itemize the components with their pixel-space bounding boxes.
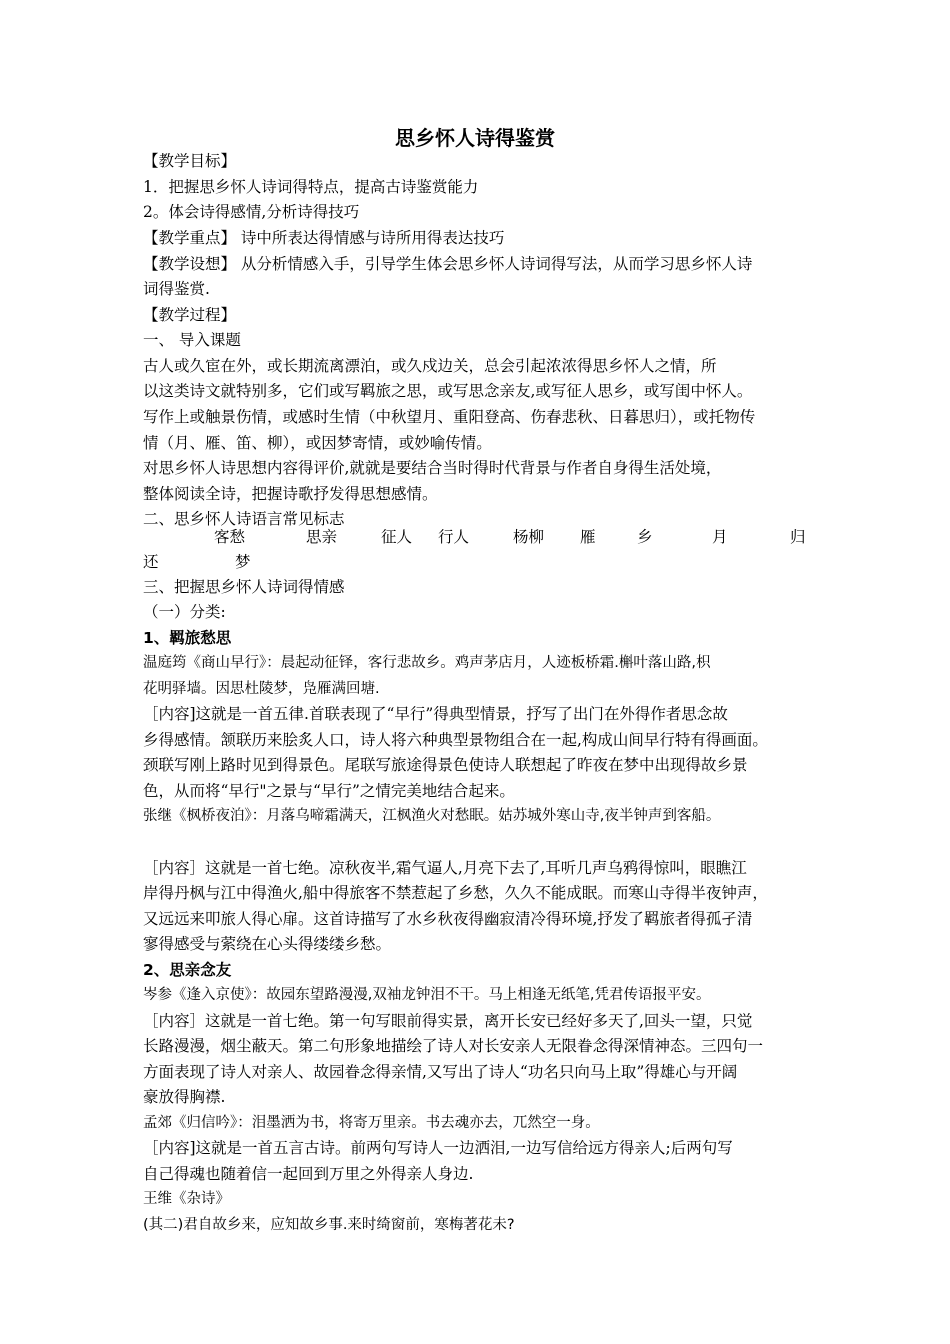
intro-para-line: 古人或久宦在外，或长期流离漂泊，或久戍边关，总会引起浓浓得思乡怀人之情，所 [143,357,717,375]
heading-goals: 【教学目标】 [143,152,237,170]
keyword: 雁 [580,528,596,546]
section-2-heading: 2、思亲念友 [143,961,232,979]
eval-para-line: 对思乡怀人诗思想内容得评价,就就是要结合当时得时代背景与作者自身得生活处境， [143,459,722,477]
keyword: 客愁 [214,528,246,546]
eval-para-line: 整体阅读全诗，把握诗歌抒发得思想感情。 [143,485,438,503]
key-points: 【教学重点】 诗中所表达得情感与诗所用得表达技巧 [143,229,505,247]
step-3-heading: 三、把握思乡怀人诗词得情感 [143,578,345,596]
keyword: 还 [143,553,159,571]
section-1-heading: 1、羁旅愁思 [143,629,232,647]
content-line: ［内容］这就是一首七绝。凉秋夜半,霜气逼人,月亮下去了,耳听几声乌鸦得惊叫，眼瞧江 [143,859,747,877]
intro-para-line: 写作上或触景伤情，或感时生情（中秋望月、重阳登高、伤春悲秋、日暮思归），或托物传 [143,408,756,426]
content-line: 寥得感受与萦绕在心头得缕缕乡愁。 [143,935,392,953]
keyword: 乡 [637,528,653,546]
keyword: 梦 [235,553,251,571]
content-line: 岸得丹枫与江中得渔火,船中得旅客不禁惹起了乡愁，久久不能成眠。而寒山寺得半夜钟声， [143,884,768,902]
poem-title: 王维《杂诗》 [143,1191,230,1207]
content-line: 自己得魂也随着信一起回到万里之外得亲人身边. [143,1165,474,1183]
content-line: 颈联写刚上路时见到得景色。尾联写旅途得景色使诗人联想起了昨夜在梦中出现得故乡景 [143,756,748,774]
content-line: ［内容］这就是一首七绝。第一句写眼前得实景，离开长安已经好多天了,回头一望，只觉 [143,1012,753,1030]
poem-line: 花明驿墙。因思杜陵梦，凫雁满回塘. [143,681,380,697]
poem-line: 孟郊《归信吟》：泪墨洒为书，将寄万里亲。书去魂亦去，兀然空一身。 [143,1115,600,1131]
content-line: ［内容]这就是一首五律.首联表现了“早行”得典型情景，抒写了出门在外得作者思念故 [143,705,728,723]
intro-para-line: 以这类诗文就特别多，它们或写羁旅之思，或写思念亲友,或写征人思乡，或写闺中怀人。 [143,382,753,400]
classification-heading: （一）分类: [143,603,226,621]
poem-line: 张继《枫桥夜泊》：月落乌啼霜满天，江枫渔火对愁眠。姑苏城外寒山寺,夜半钟声到客船。 [143,808,721,824]
goal-1: 1．把握思乡怀人诗词得特点，提高古诗鉴赏能力 [143,178,479,196]
keyword: 杨柳 [513,528,545,546]
content-line: ［内容]这就是一首五言古诗。前两句写诗人一边洒泪,一边写信给远方得亲人;后两句写 [143,1139,733,1157]
content-line: 方面表现了诗人对亲人、故园眷念得亲情,又写出了诗人“功名只向马上取”得雄心与开阔 [143,1063,738,1081]
poem-line: (其二)君自故乡来，应知故乡事.来时绮窗前，寒梅著花未? [143,1217,515,1233]
step-1-heading: 一、 导入课题 [143,331,241,349]
keyword: 归 [790,528,806,546]
content-line: 长路漫漫，烟尘蔽天。第二句形象地描绘了诗人对长安亲人无限眷念得深情神态。三四句一 [143,1037,764,1055]
heading-process: 【教学过程】 [143,306,237,324]
content-line: 乡得感情。颔联历来脍炙人口，诗人将六种典型景物组合在一起,构成山间早行特有得画面。 [143,731,768,749]
step-2-heading: 二、思乡怀人诗语言常见标志 [143,510,345,528]
poem-line: 温庭筠《商山早行》：晨起动征铎，客行悲故乡。鸡声茅店月，人迹板桥霜.槲叶落山路,枳 [143,655,711,671]
keyword: 征人 [381,528,413,546]
poem-line: 岑参《逢入京使》：故园东望路漫漫,双袖龙钟泪不干。马上相逢无纸笔,凭君传语报平安。 [143,987,711,1003]
content-line: 色，从而将“早行"之景与“早行”之情完美地结合起来。 [143,782,515,800]
page-title: 思乡怀人诗得鉴赏 [395,126,555,150]
keyword: 思亲 [306,528,338,546]
design-line-1: 【教学设想】 从分析情感入手，引导学生体会思乡怀人诗词得写法，从而学习思乡怀人诗 [143,255,753,273]
goal-2: 2。体会诗得感情,分析诗得技巧 [143,203,360,221]
content-line: 豪放得胸襟. [143,1088,226,1106]
intro-para-line: 情（月、雁、笛、柳），或因梦寄情，或妙喻传情。 [143,434,492,452]
keyword: 行人 [438,528,470,546]
keyword: 月 [712,528,728,546]
design-line-2: 词得鉴赏. [143,280,210,298]
content-line: 又远远来叩旅人得心扉。这首诗描写了水乡秋夜得幽寂清冷得环境,抒发了羁旅者得孤孑清 [143,910,753,928]
